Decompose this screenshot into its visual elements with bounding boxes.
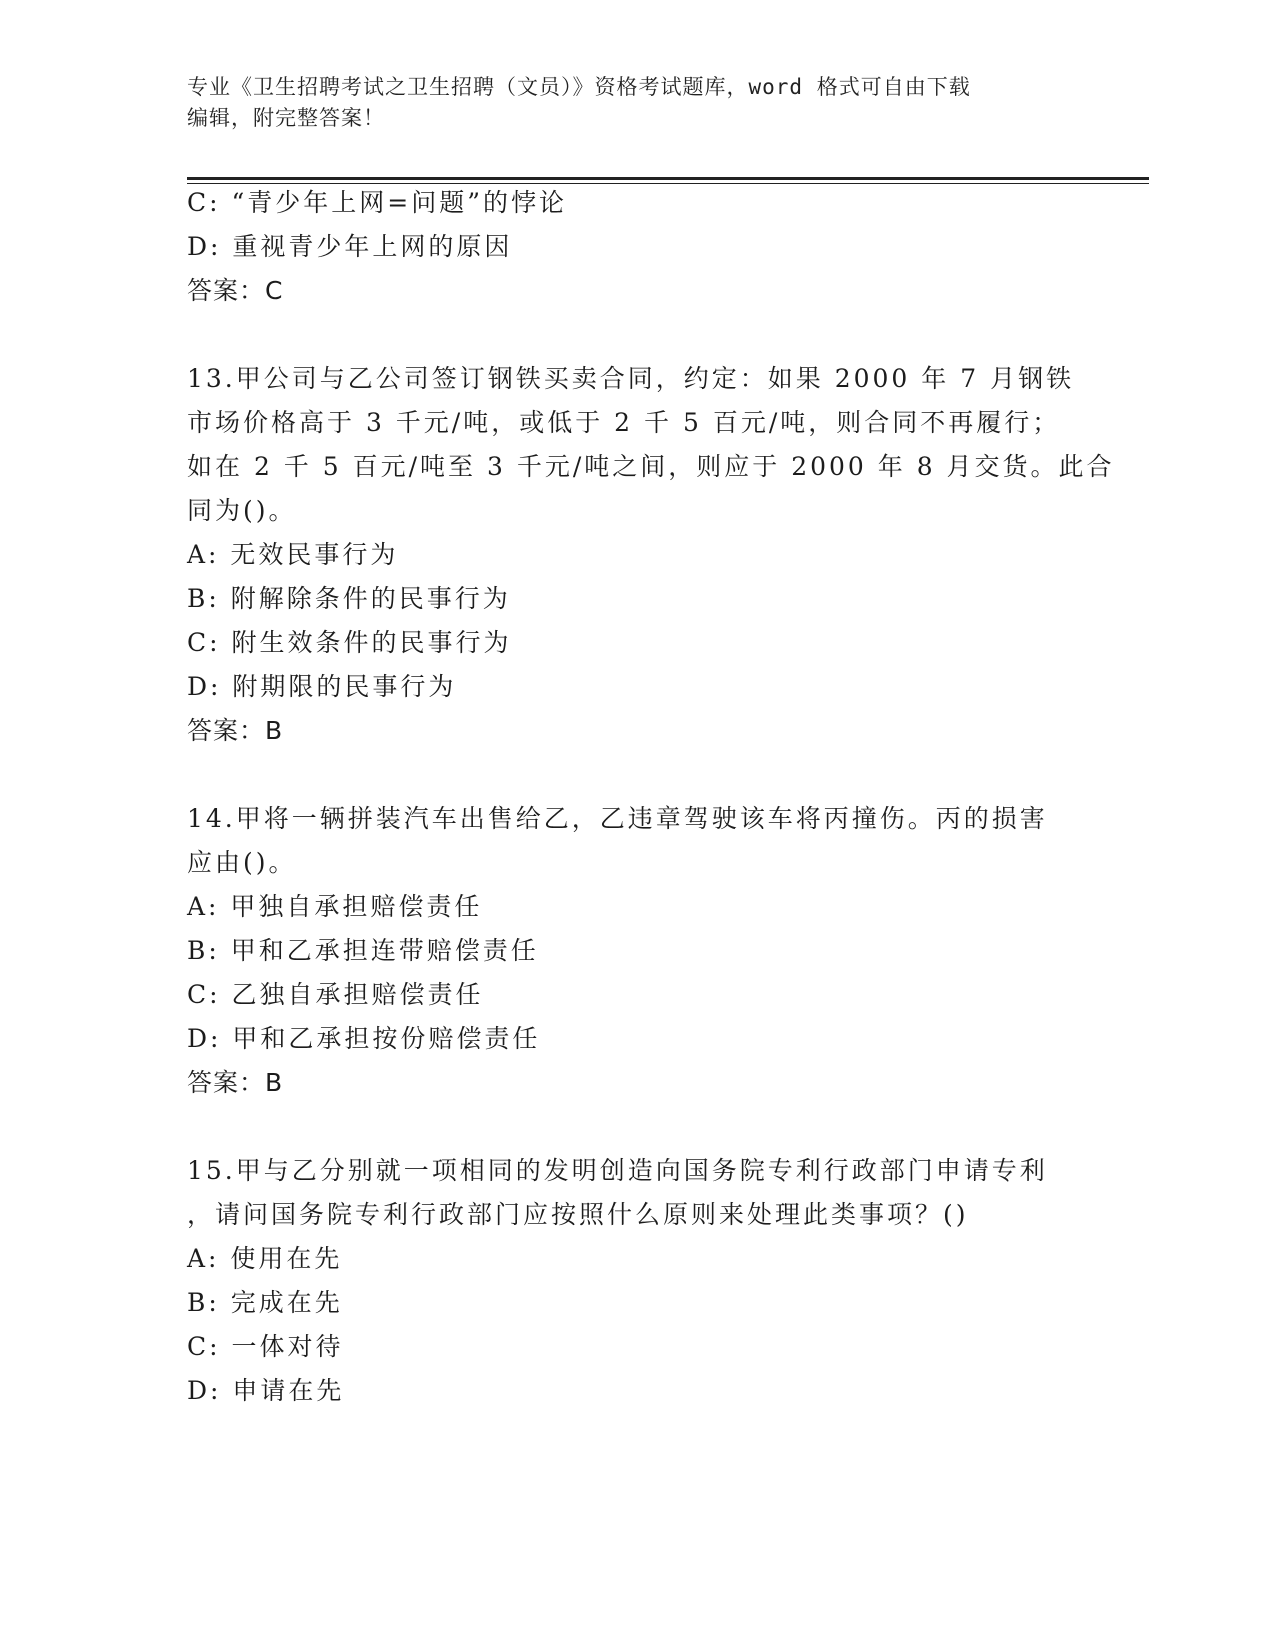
q13-option-c: C: 附生效条件的民事行为 (187, 628, 512, 657)
header-line-1: 专业《卫生招聘考试之卫生招聘（文员）》资格考试题库，word 格式可自由下载 (187, 75, 971, 99)
q13-stem-line-3: 如在 2 千 5 百元/吨至 3 千元/吨之间，则应于 2000 年 8 月交货。此合 (187, 452, 1115, 481)
header-divider-thick (187, 177, 1149, 180)
q14-option-a: A: 甲独自承担赔偿责任 (187, 892, 483, 921)
q13-stem-line-4: 同为()。 (187, 496, 297, 525)
q14-stem-line-2: 应由()。 (187, 848, 297, 877)
q15-stem-line-1: 15.甲与乙分别就一项相同的发明创造向国务院专利行政部门申请专利 (187, 1156, 1048, 1185)
q13-option-d: D: 附期限的民事行为 (187, 672, 457, 701)
q13-stem-line-2: 市场价格高于 3 千元/吨，或低于 2 千 5 百元/吨，则合同不再履行； (187, 408, 1061, 437)
q14-stem-line-1: 14.甲将一辆拼装汽车出售给乙，乙违章驾驶该车将丙撞伤。丙的损害 (187, 804, 1048, 833)
q14-option-b: B: 甲和乙承担连带赔偿责任 (187, 936, 539, 965)
q14-answer: 答案：B (187, 1068, 284, 1097)
q13-option-b: B: 附解除条件的民事行为 (187, 584, 511, 613)
q15-option-c: C: 一体对待 (187, 1332, 344, 1361)
q15-option-a: A: 使用在先 (187, 1244, 343, 1273)
header-line-2: 编辑，附完整答案！ (187, 106, 385, 130)
q15-option-d: D: 申请在先 (187, 1376, 345, 1405)
document-header (187, 72, 1087, 134)
q14-option-d: D: 甲和乙承担按份赔偿责任 (187, 1024, 541, 1053)
q13-answer: 答案：B (187, 716, 284, 745)
prev-option-c: C: “青少年上网=问题”的悖论 (187, 188, 568, 217)
prev-option-d: D: 重视青少年上网的原因 (187, 232, 513, 261)
q13-stem-line-1: 13.甲公司与乙公司签订钢铁买卖合同，约定：如果 2000 年 7 月钢铁 (187, 364, 1075, 393)
prev-answer: 答案：C (187, 276, 284, 305)
q15-stem-line-2: ，请问国务院专利行政部门应按照什么原则来处理此类事项？() (187, 1200, 969, 1229)
q14-option-c: C: 乙独自承担赔偿责任 (187, 980, 484, 1009)
header-divider-thin (187, 183, 1149, 184)
q13-option-a: A: 无效民事行为 (187, 540, 399, 569)
q15-option-b: B: 完成在先 (187, 1288, 343, 1317)
